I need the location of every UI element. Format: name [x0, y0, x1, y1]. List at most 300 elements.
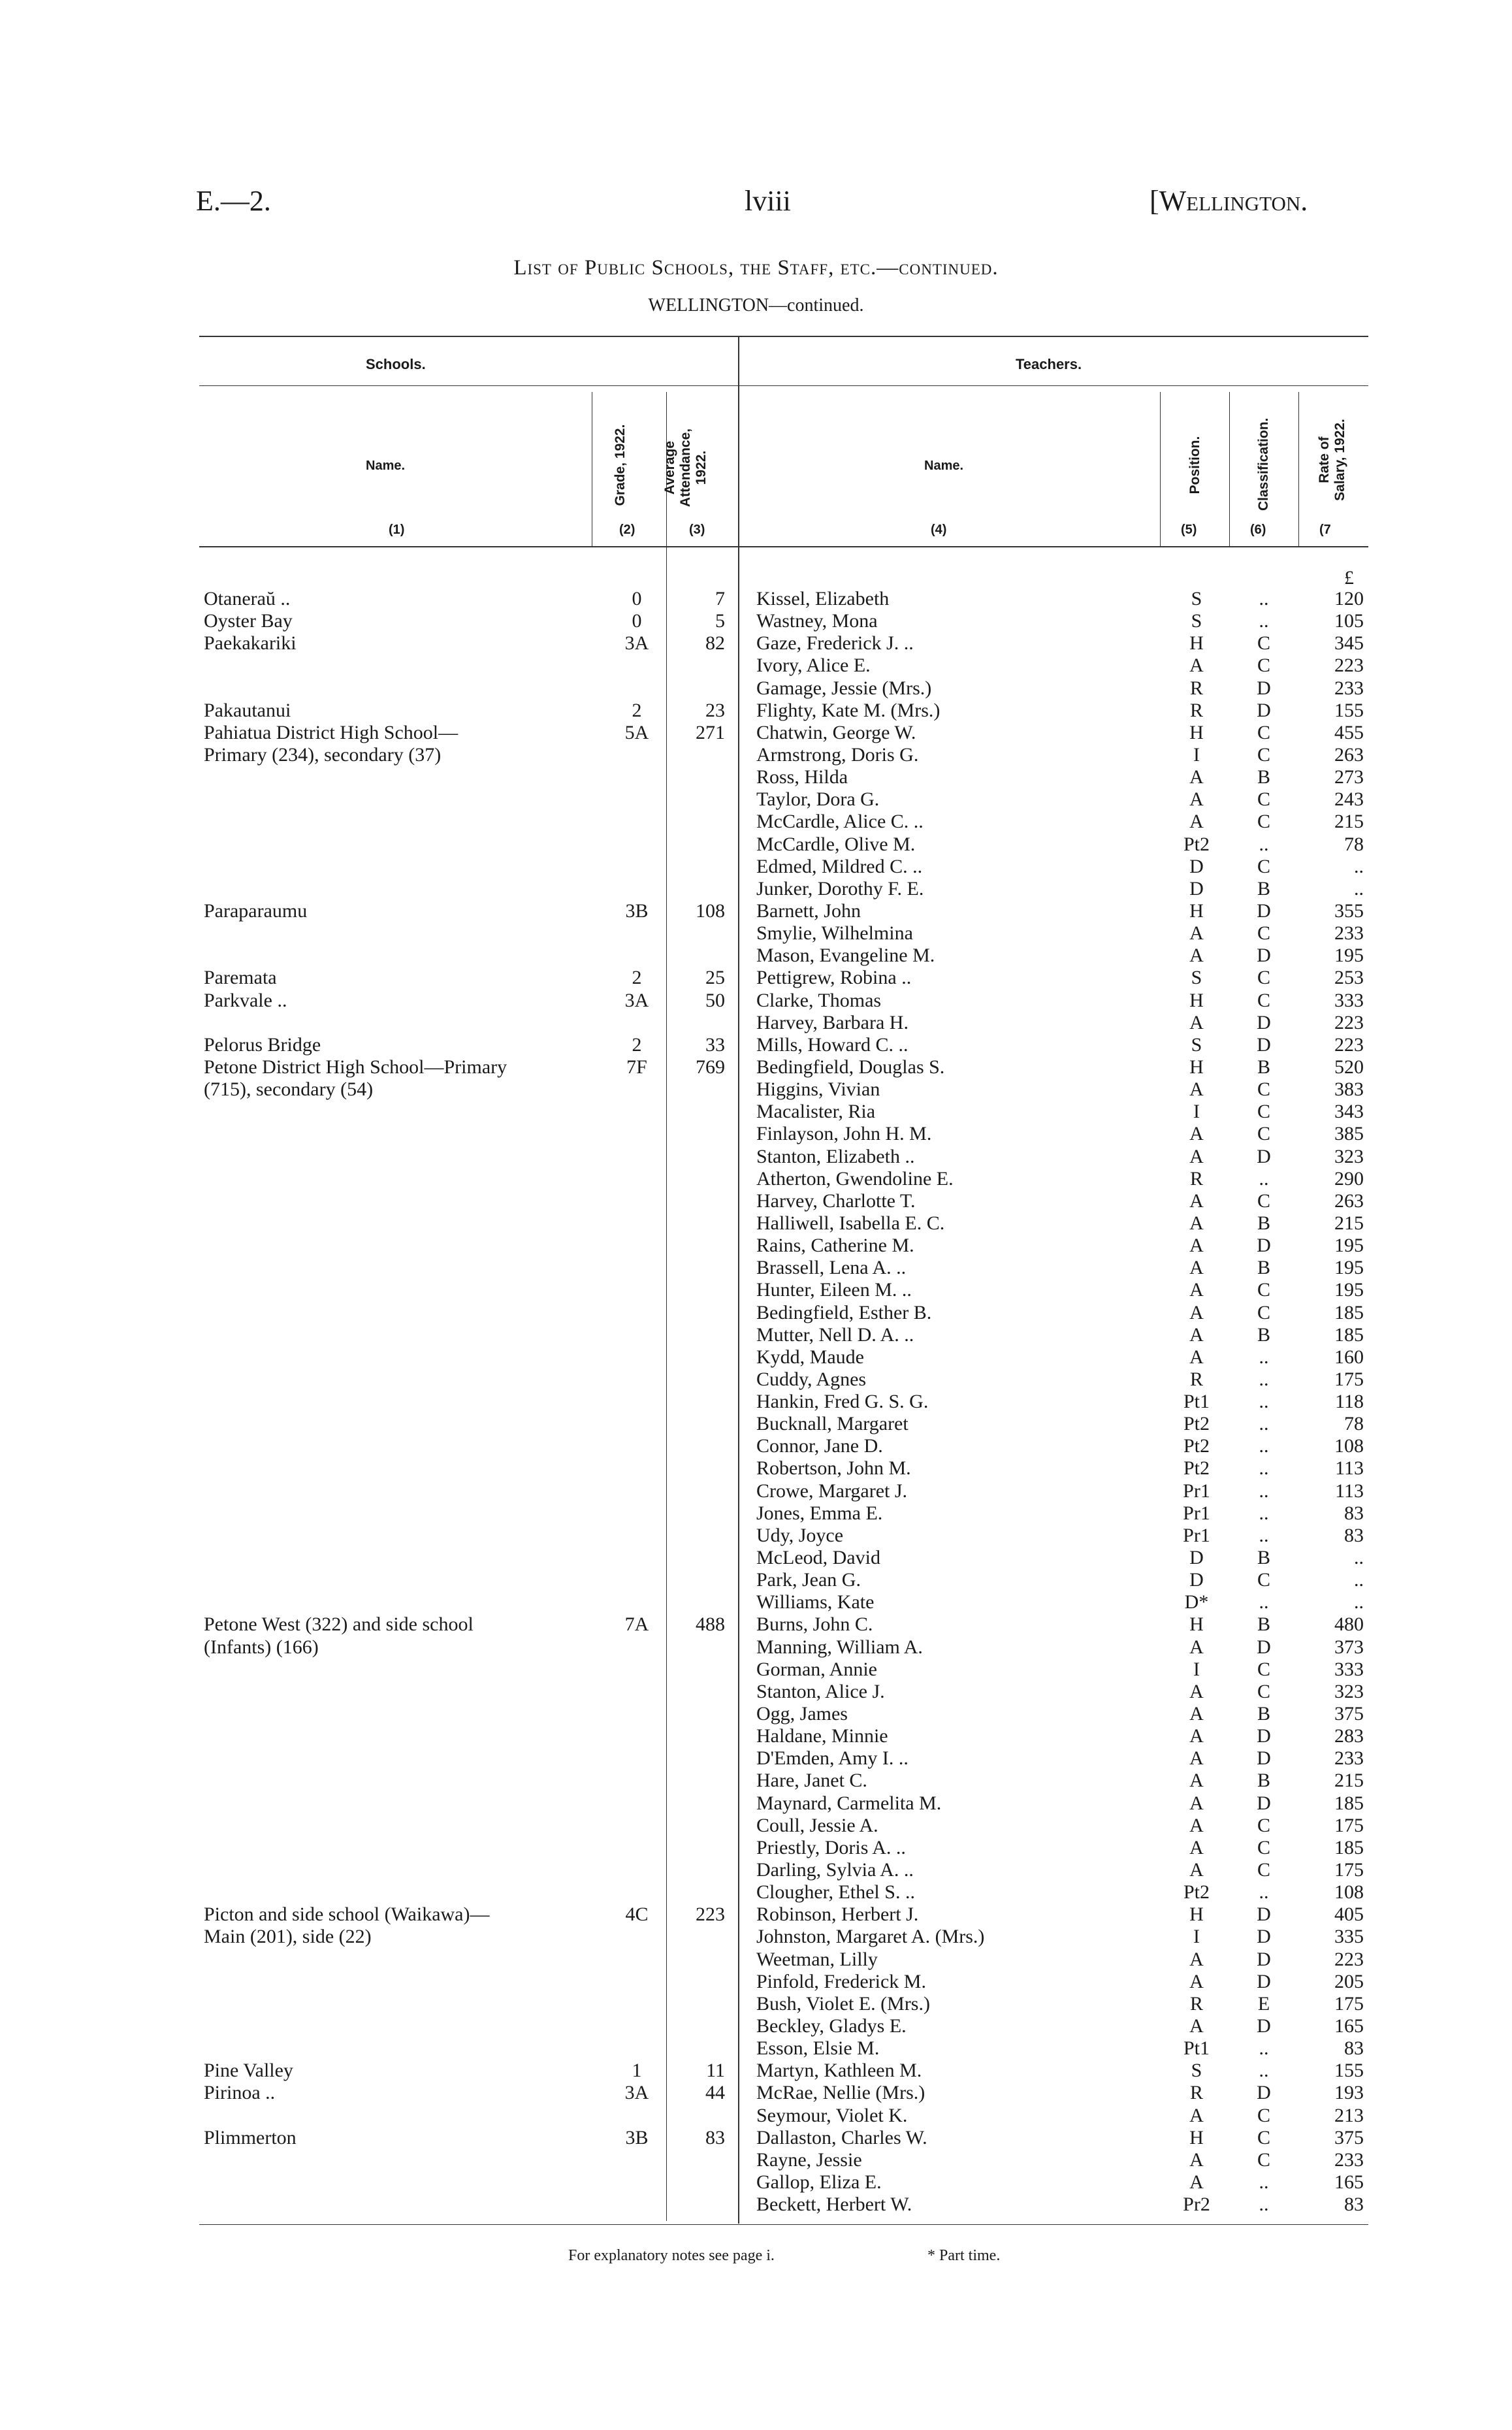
- table-row: [0, 1926, 1512, 1948]
- table-row: [0, 1681, 1512, 1703]
- teacher-name: Robertson, John M.: [756, 1457, 911, 1480]
- teacher-position: A: [1189, 1145, 1204, 1167]
- teacher-salary: 165: [1334, 2015, 1364, 2037]
- table-row: [0, 878, 1512, 900]
- teacher-position: A: [1189, 655, 1204, 677]
- school-name: (715), secondary (54): [204, 1078, 374, 1101]
- teacher-classification: C: [1257, 855, 1270, 877]
- teacher-salary: ..: [1354, 855, 1364, 877]
- teacher-name: D'Emden, Amy I. ..: [756, 1747, 909, 1770]
- explanatory-note: For explanatory notes see page i.: [568, 2247, 775, 2264]
- teacher-salary: 185: [1334, 1301, 1364, 1323]
- teacher-classification: C: [1257, 1680, 1270, 1702]
- teacher-salary: 455: [1334, 721, 1364, 743]
- teacher-name: Mills, Howard C. ..: [756, 1033, 909, 1056]
- teacher-classification: ..: [1259, 1591, 1269, 1613]
- table-row: [0, 1703, 1512, 1725]
- teacher-classification: ..: [1259, 1881, 1269, 1904]
- teacher-name: Darling, Sylvia A. ..: [756, 1859, 914, 1881]
- teacher-classification: B: [1257, 1212, 1270, 1234]
- school-grade: 1: [632, 2060, 642, 2082]
- teacher-classification: C: [1257, 1301, 1270, 1323]
- teacher-name: Ogg, James: [756, 1703, 848, 1725]
- teacher-name: Robinson, Herbert J.: [756, 1904, 919, 1926]
- teacher-classification: C: [1257, 1190, 1270, 1212]
- teacher-classification: ..: [1259, 1435, 1269, 1457]
- teacher-classification: D: [1257, 1636, 1271, 1658]
- teacher-name: Bucknall, Margaret: [756, 1413, 909, 1435]
- table-row: [0, 2037, 1512, 2060]
- teacher-position: A: [1189, 2104, 1204, 2126]
- teacher-classification: C: [1257, 1836, 1270, 1858]
- teacher-position: Pt2: [1183, 833, 1210, 855]
- teacher-position: A: [1189, 1279, 1204, 1301]
- teacher-name: Hunter, Eileen M. ..: [756, 1279, 912, 1301]
- school-name: Oyster Bay: [204, 610, 293, 632]
- teacher-salary: 385: [1334, 1123, 1364, 1145]
- teacher-name: Mason, Evangeline M.: [756, 945, 935, 967]
- teacher-position: Pr2: [1183, 2194, 1210, 2216]
- teacher-classification: C: [1257, 788, 1270, 811]
- teacher-salary: 165: [1334, 2171, 1364, 2193]
- teacher-classification: ..: [1259, 1167, 1269, 1190]
- teacher-salary: 480: [1334, 1613, 1364, 1636]
- teacher-salary: 233: [1334, 922, 1364, 945]
- table-bottom-rule: [199, 2224, 1368, 2225]
- teacher-classification: C: [1257, 2148, 1270, 2171]
- school-name: Parkvale ..: [204, 989, 287, 1011]
- teacher-classification: D: [1257, 1792, 1271, 1814]
- teacher-salary: 215: [1334, 811, 1364, 833]
- teacher-classification: B: [1257, 1056, 1270, 1078]
- teacher-name: Harvey, Charlotte T.: [756, 1190, 916, 1212]
- school-grade: 0: [632, 610, 642, 632]
- teacher-position: A: [1189, 1970, 1204, 1992]
- teacher-classification: C: [1257, 1814, 1270, 1836]
- teacher-position: A: [1189, 1859, 1204, 1881]
- teacher-salary: 215: [1334, 1770, 1364, 1792]
- teacher-classification: ..: [1259, 588, 1269, 609]
- col-number-2: (2): [619, 523, 635, 537]
- teacher-salary: 175: [1334, 1814, 1364, 1836]
- teacher-position: Pt1: [1183, 2037, 1210, 2060]
- table-row: [0, 1279, 1512, 1301]
- school-attendance: 488: [696, 1613, 725, 1636]
- table-row: [0, 1457, 1512, 1480]
- teacher-name: Bedingfield, Douglas S.: [756, 1056, 945, 1078]
- teacher-position: H: [1189, 721, 1204, 743]
- teacher-classification: D: [1257, 677, 1271, 699]
- table-row: [0, 632, 1512, 655]
- teacher-salary: 233: [1334, 2148, 1364, 2171]
- teacher-position: A: [1189, 1257, 1204, 1279]
- school-attendance: 7: [715, 588, 725, 609]
- page-code: E.—2.: [196, 185, 271, 217]
- teacher-salary: 195: [1334, 1279, 1364, 1301]
- school-attendance: 108: [696, 899, 725, 922]
- teacher-name: Connor, Jane D.: [756, 1435, 883, 1457]
- teacher-name: Harvey, Barbara H.: [756, 1011, 909, 1033]
- teacher-position: D: [1189, 1547, 1204, 1569]
- teacher-position: A: [1189, 1011, 1204, 1033]
- teacher-position: A: [1189, 1770, 1204, 1792]
- teacher-position: A: [1189, 1814, 1204, 1836]
- teacher-name: Junker, Dorothy F. E.: [756, 877, 924, 899]
- teacher-name: Maynard, Carmelita M.: [756, 1792, 942, 1814]
- teacher-position: H: [1189, 632, 1204, 655]
- teacher-position: R: [1189, 1992, 1203, 2015]
- teacher-position: A: [1189, 1123, 1204, 1145]
- teacher-position: A: [1189, 1948, 1204, 1970]
- teacher-position: Pr1: [1183, 1480, 1210, 1502]
- teacher-salary: 263: [1334, 1190, 1364, 1212]
- teacher-salary: ..: [1354, 1569, 1364, 1591]
- table-row: [0, 1034, 1512, 1056]
- table-row: [0, 744, 1512, 766]
- school-name: Petone District High School—Primary: [204, 1056, 507, 1078]
- teacher-position: A: [1189, 1792, 1204, 1814]
- table-row: [0, 1212, 1512, 1235]
- school-attendance: 33: [705, 1033, 725, 1056]
- teacher-name: Gorman, Annie: [756, 1658, 877, 1680]
- school-attendance: 11: [706, 2060, 725, 2082]
- table-row: [0, 922, 1512, 945]
- teacher-classification: C: [1257, 1078, 1270, 1101]
- table-row: [0, 2127, 1512, 2149]
- table-row: [0, 1547, 1512, 1569]
- teacher-classification: ..: [1259, 1413, 1269, 1435]
- teacher-salary: 223: [1334, 1033, 1364, 1056]
- school-grade: 2: [632, 1033, 642, 1056]
- teacher-classification: B: [1257, 1703, 1270, 1725]
- table-row: [0, 1056, 1512, 1078]
- teacher-classification: B: [1257, 1257, 1270, 1279]
- table-row: [0, 945, 1512, 967]
- teacher-name: Beckett, Herbert W.: [756, 2194, 912, 2216]
- teacher-salary: 223: [1334, 1948, 1364, 1970]
- teacher-name: Haldane, Minnie: [756, 1725, 888, 1747]
- teacher-classification: D: [1257, 1904, 1271, 1926]
- teacher-salary: 233: [1334, 1747, 1364, 1770]
- teacher-classification: D: [1257, 1235, 1271, 1257]
- teacher-classification: C: [1257, 721, 1270, 743]
- teacher-salary: 83: [1344, 2194, 1364, 2216]
- teacher-name: McRae, Nellie (Mrs.): [756, 2082, 925, 2104]
- teacher-classification: D: [1257, 1011, 1271, 1033]
- currency-symbol: £: [1344, 567, 1354, 589]
- teacher-position: A: [1189, 922, 1204, 945]
- teacher-classification: B: [1257, 1323, 1270, 1346]
- salary-header: Rate of Salary, 1922.: [1317, 419, 1347, 501]
- teacher-name: Seymour, Violet K.: [756, 2104, 908, 2126]
- table-row: [0, 1369, 1512, 1391]
- teacher-name: Chatwin, George W.: [756, 721, 916, 743]
- teacher-salary: 155: [1334, 2060, 1364, 2082]
- school-attendance: 271: [696, 721, 725, 743]
- table-row: [0, 1101, 1512, 1123]
- teacher-salary: 373: [1334, 1636, 1364, 1658]
- teacher-position: A: [1189, 1323, 1204, 1346]
- table-row: [0, 1168, 1512, 1190]
- table-row: [0, 2171, 1512, 2194]
- teacher-position: A: [1189, 811, 1204, 833]
- teacher-name: Hare, Janet C.: [756, 1770, 867, 1792]
- teacher-name: Weetman, Lilly: [756, 1948, 878, 1970]
- teacher-salary: 113: [1335, 1457, 1364, 1480]
- teacher-name: McLeod, David: [756, 1547, 880, 1569]
- teacher-name: McCardle, Alice C. ..: [756, 811, 924, 833]
- table-row: [0, 2015, 1512, 2037]
- teacher-position: A: [1189, 1680, 1204, 1702]
- school-name: Pine Valley: [204, 2060, 293, 2082]
- table-row: [0, 1257, 1512, 1279]
- teacher-classification: D: [1257, 2082, 1271, 2104]
- table-row: [0, 1435, 1512, 1457]
- teacher-position: R: [1189, 677, 1203, 699]
- table-row: [0, 610, 1512, 632]
- teacher-position: A: [1189, 1301, 1204, 1323]
- table-row: [0, 1525, 1512, 1547]
- teacher-position: Pr1: [1183, 1502, 1210, 1524]
- page-number: lviii: [745, 185, 791, 217]
- school-grade: 0: [632, 588, 642, 609]
- classification-header: Classification.: [1256, 417, 1271, 511]
- teacher-name: Barnett, John: [756, 899, 861, 922]
- school-attendance: 223: [696, 1904, 725, 1926]
- teacher-classification: C: [1257, 922, 1270, 945]
- table-row: [0, 2082, 1512, 2104]
- teacher-salary: 108: [1334, 1881, 1364, 1904]
- teacher-position: H: [1189, 989, 1204, 1011]
- col-divider: [1229, 392, 1230, 546]
- teacher-classification: C: [1257, 1101, 1270, 1123]
- col-number-7: (7: [1319, 523, 1331, 537]
- table-row: [0, 856, 1512, 878]
- teacher-name: Martyn, Kathleen M.: [756, 2060, 922, 2082]
- teacher-name: Hankin, Fred G. S. G.: [756, 1391, 929, 1413]
- teacher-salary: 333: [1334, 989, 1364, 1011]
- teacher-salary: 160: [1334, 1346, 1364, 1368]
- table-row: [0, 1413, 1512, 1435]
- school-name: Pirinoa ..: [204, 2082, 276, 2104]
- teacher-salary: 195: [1334, 945, 1364, 967]
- teacher-salary: 375: [1334, 2126, 1364, 2148]
- table-row: [0, 900, 1512, 922]
- table-row: [0, 1815, 1512, 1837]
- teacher-classification: C: [1257, 1279, 1270, 1301]
- table-row: [0, 1725, 1512, 1747]
- teacher-salary: 78: [1344, 833, 1364, 855]
- teacher-classification: B: [1257, 877, 1270, 899]
- teacher-position: A: [1189, 1636, 1204, 1658]
- teacher-classification: B: [1257, 1770, 1270, 1792]
- teacher-name: Finlayson, John H. M.: [756, 1123, 932, 1145]
- teacher-position: A: [1189, 2015, 1204, 2037]
- teacher-salary: 253: [1334, 967, 1364, 989]
- teacher-name-header: Name.: [924, 459, 964, 473]
- teacher-name: Udy, Joyce: [756, 1524, 844, 1546]
- teacher-name: Halliwell, Isabella E. C.: [756, 1212, 945, 1234]
- teacher-name: Ross, Hilda: [756, 766, 848, 788]
- teacher-classification: D: [1257, 899, 1271, 922]
- table-row: [0, 990, 1512, 1012]
- teacher-salary: 405: [1334, 1904, 1364, 1926]
- teacher-position: H: [1189, 899, 1204, 922]
- school-name-header: Name.: [366, 459, 406, 473]
- teacher-salary: 185: [1334, 1323, 1364, 1346]
- teacher-name: Kissel, Elizabeth: [756, 588, 890, 609]
- teacher-name: Clarke, Thomas: [756, 989, 882, 1011]
- teacher-classification: C: [1257, 2126, 1270, 2148]
- teacher-salary: 345: [1334, 632, 1364, 655]
- teacher-salary: 83: [1344, 1524, 1364, 1546]
- school-attendance: 82: [705, 632, 725, 655]
- table-row: [0, 2194, 1512, 2216]
- teacher-position: D: [1189, 877, 1204, 899]
- teacher-salary: 243: [1334, 788, 1364, 811]
- teacher-classification: D: [1257, 1725, 1271, 1747]
- table-row: [0, 1971, 1512, 1993]
- teacher-classification: C: [1257, 989, 1270, 1011]
- teacher-name: Crowe, Margaret J.: [756, 1480, 908, 1502]
- teacher-position: A: [1189, 2148, 1204, 2171]
- teacher-classification: ..: [1259, 1524, 1269, 1546]
- table-row: [0, 2060, 1512, 2082]
- teacher-position: A: [1189, 1747, 1204, 1770]
- teacher-salary: ..: [1354, 877, 1364, 899]
- table-row: [0, 1502, 1512, 1525]
- teacher-position: I: [1193, 1101, 1200, 1123]
- teacher-name: Johnston, Margaret A. (Mrs.): [756, 1926, 985, 1948]
- teacher-name: Stanton, Alice J.: [756, 1680, 885, 1702]
- teacher-position: I: [1193, 743, 1200, 766]
- table-row: [0, 1146, 1512, 1168]
- teacher-position: Pt1: [1183, 1391, 1210, 1413]
- school-grade: 3A: [624, 632, 649, 655]
- teacher-position: A: [1189, 1190, 1204, 1212]
- teacher-position: Pr1: [1183, 1524, 1210, 1546]
- teacher-classification: ..: [1259, 1480, 1269, 1502]
- teacher-salary: 335: [1334, 1926, 1364, 1948]
- teacher-name: Flighty, Kate M. (Mrs.): [756, 699, 941, 721]
- col-number-5: (5): [1181, 523, 1197, 537]
- school-name: Plimmerton: [204, 2126, 297, 2148]
- teacher-salary: 323: [1334, 1680, 1364, 1702]
- teacher-name: Ivory, Alice E.: [756, 655, 871, 677]
- table-row: [0, 834, 1512, 856]
- teacher-name: Brassell, Lena A. ..: [756, 1257, 907, 1279]
- table-row: [0, 1078, 1512, 1101]
- teacher-position: Pt2: [1183, 1413, 1210, 1435]
- col-number-1: (1): [389, 523, 405, 537]
- teacher-classification: ..: [1259, 2194, 1269, 2216]
- school-name: Paekakariki: [204, 632, 297, 655]
- table-row: [0, 1324, 1512, 1346]
- teacher-classification: ..: [1259, 1346, 1269, 1368]
- table-row: [0, 1993, 1512, 2015]
- group-divider-rule: [199, 385, 1368, 386]
- school-name: Pelorus Bridge: [204, 1033, 321, 1056]
- col-divider: [1160, 392, 1161, 546]
- teacher-classification: ..: [1259, 2171, 1269, 2193]
- teacher-name: Esson, Elsie M.: [756, 2037, 880, 2060]
- teacher-position: Pt2: [1183, 1457, 1210, 1480]
- teacher-name: Higgins, Vivian: [756, 1078, 880, 1101]
- teacher-classification: D: [1257, 945, 1271, 967]
- teacher-salary: 105: [1334, 610, 1364, 632]
- school-attendance: 25: [705, 967, 725, 989]
- teacher-name: Wastney, Mona: [756, 610, 878, 632]
- teacher-classification: B: [1257, 1547, 1270, 1569]
- teacher-classification: C: [1257, 743, 1270, 766]
- school-attendance: 23: [705, 699, 725, 721]
- teacher-name: Smylie, Wilhelmina: [756, 922, 913, 945]
- teacher-classification: D: [1257, 1145, 1271, 1167]
- school-name: Otaneraŭ ..: [204, 588, 291, 609]
- teacher-name: Kydd, Maude: [756, 1346, 864, 1368]
- col-number-6: (6): [1250, 523, 1266, 537]
- teacher-classification: D: [1257, 1033, 1271, 1056]
- school-attendance: 50: [705, 989, 725, 1011]
- teacher-position: A: [1189, 788, 1204, 811]
- teacher-name: Gaze, Frederick J. ..: [756, 632, 914, 655]
- school-name: Pahiatua District High School—: [204, 721, 458, 743]
- teacher-salary: 113: [1335, 1480, 1364, 1502]
- table-row: [0, 2149, 1512, 2171]
- table-row: [0, 1480, 1512, 1502]
- teacher-salary: 520: [1334, 1056, 1364, 1078]
- teacher-name: Dallaston, Charles W.: [756, 2126, 927, 2148]
- teacher-salary: 333: [1334, 1658, 1364, 1680]
- school-name: Main (201), side (22): [204, 1926, 372, 1948]
- teacher-name: McCardle, Olive M.: [756, 833, 916, 855]
- teacher-classification: ..: [1259, 1502, 1269, 1524]
- teacher-position: H: [1189, 1613, 1204, 1636]
- teacher-classification: ..: [1259, 1457, 1269, 1480]
- table-row: [0, 1881, 1512, 1904]
- teacher-classification: ..: [1259, 2037, 1269, 2060]
- teacher-salary: 83: [1344, 2037, 1364, 2060]
- teacher-classification: D: [1257, 2015, 1271, 2037]
- teacher-classification: C: [1257, 1123, 1270, 1145]
- col-divider: [1298, 392, 1299, 546]
- teacher-classification: B: [1257, 1613, 1270, 1636]
- teacher-classification: D: [1257, 1948, 1271, 1970]
- table-row: [0, 811, 1512, 833]
- school-grade: 2: [632, 699, 642, 721]
- teacher-salary: 175: [1334, 1368, 1364, 1390]
- teacher-classification: D: [1257, 1970, 1271, 1992]
- teacher-position: S: [1191, 1033, 1202, 1056]
- teacher-position: A: [1189, 1212, 1204, 1234]
- table-row: [0, 700, 1512, 722]
- teacher-salary: 215: [1334, 1212, 1364, 1234]
- teacher-position: R: [1189, 1368, 1203, 1390]
- teacher-salary: 185: [1334, 1792, 1364, 1814]
- teacher-salary: 213: [1334, 2104, 1364, 2126]
- schools-group-header: Schools.: [366, 356, 426, 372]
- table-row: [0, 1747, 1512, 1770]
- table-row: [0, 588, 1512, 610]
- part-time-note: * Part time.: [927, 2247, 1001, 2264]
- teachers-group-header: Teachers.: [1016, 356, 1082, 372]
- table-row: [0, 1770, 1512, 1792]
- teacher-position: I: [1193, 1658, 1200, 1680]
- teacher-position: Pt2: [1183, 1435, 1210, 1457]
- teacher-name: Rayne, Jessie: [756, 2148, 862, 2171]
- teacher-name: Stanton, Elizabeth ..: [756, 1145, 915, 1167]
- teacher-name: Jones, Emma E.: [756, 1502, 883, 1524]
